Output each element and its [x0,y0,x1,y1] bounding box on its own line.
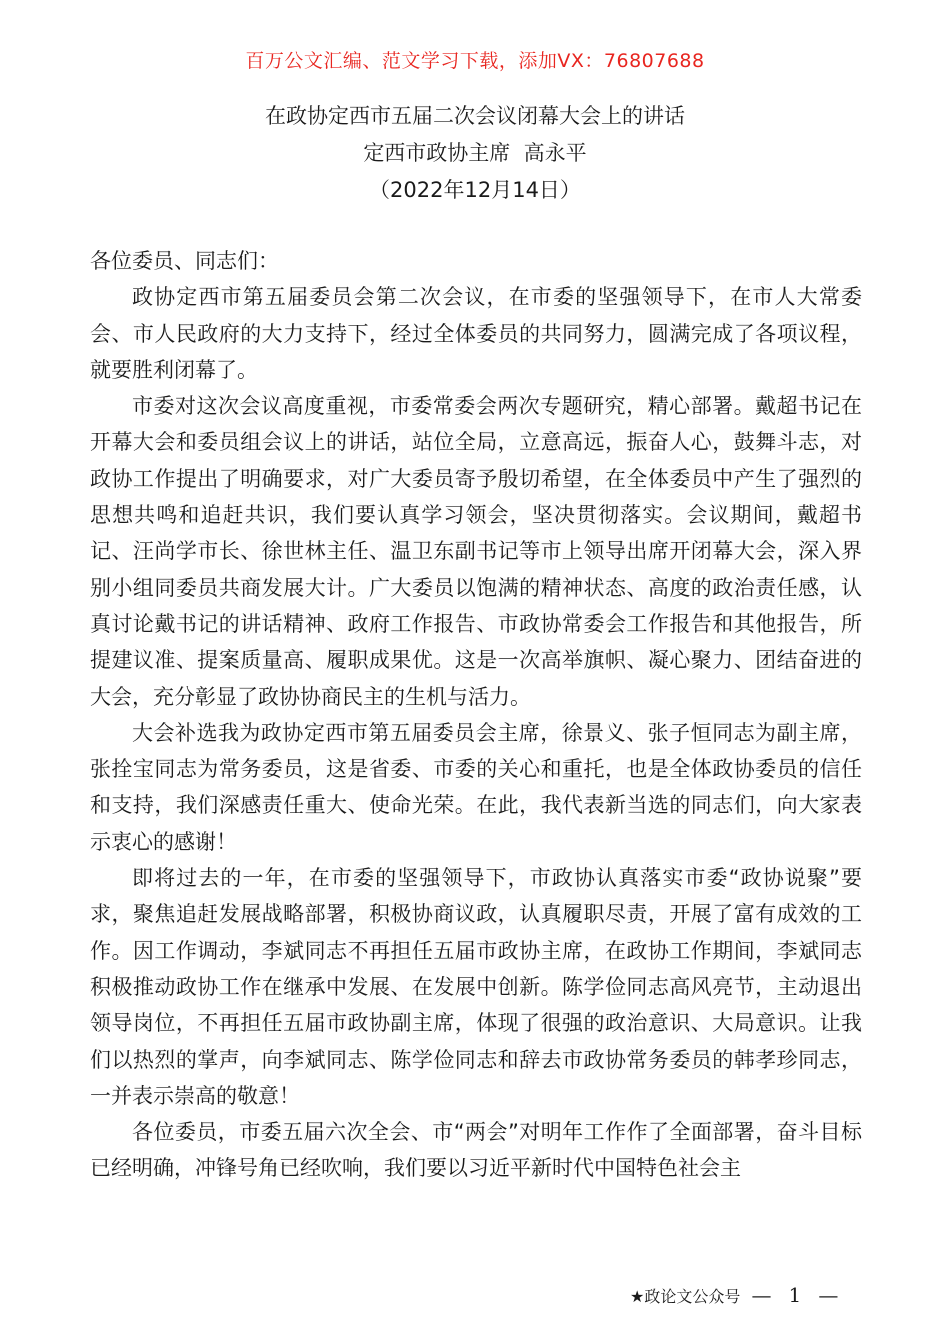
footer-source: ★政论文公众号 [630,1287,741,1306]
body-paragraph: 大会补选我为政协定西市第五届委员会主席，徐景义、张子恒同志为副主席，张拴宝同志为常务委员，这是省委、市委的关心和重托，也是全体政协委员的信任和支持，我们深感责任重大、使命光荣。在此，我代表新当选的同志们，向大家表示衷心的感谢！ [90,720,862,854]
title-block [0,98,950,209]
body-paragraph: 各位委员，市委五届六次全会、市“两会”对明年工作作了全面部署，奋斗目标已经明确，冲锋号角已经吹响，我们要以习近平新时代中国特色社会主 [90,1120,862,1181]
footer-dash-left: — [751,1283,772,1307]
page-number: 1 [788,1283,802,1307]
speaker-line: 定西市政协主席 高永平 [363,141,587,165]
salutation: 各位委员、同志们： [90,249,279,273]
body-paragraph: 政协定西市第五届委员会第二次会议，在市委的坚强领导下，在市人大常委会、市人民政府的大力支持下，经过全体委员的共同努力，圆满完成了各项议程，就要胜利闭幕了。 [90,285,862,382]
footer-dash-right: — [818,1283,839,1307]
speech-body [90,243,862,1187]
speech-title: 在政协定西市五届二次会议闭幕大会上的讲话 [265,104,685,128]
speech-date: （2022年12月14日） [369,178,581,202]
watermark-banner: 百万公文汇编、范文学习下载，添加VX：76807688 [245,50,705,72]
body-paragraph: 即将过去的一年，在市委的坚强领导下，市政协认真落实市委“政协说聚”要求，聚焦追赶发展战略部署，积极协商议政，认真履职尽责，开展了富有成效的工作。因工作调动，李斌同志不再担任五届市政协主席，在政协工作期间，李斌同志积极推动政协工作在继承中发展、在发展中创新。陈学俭同志高风亮节，主动退出领导岗位，不再担任五届市政协副主席，体现了很强的政治意识、大局意识。让我们以热烈的掌声，向李斌同志、陈学俭同志和辞去市政协常务委员的韩孝珍同志，一并表示崇高的敬意！ [90,866,862,1108]
page-footer [630,1283,844,1307]
body-paragraph: 市委对这次会议高度重视，市委常委会两次专题研究，精心部署。戴超书记在开幕大会和委员组会议上的讲话，站位全局，立意高远，振奋人心，鼓舞斗志，对政协工作提出了明确要求，对广大委员寄予殷切希望，在全体委员中产生了强烈的思想共鸣和追赶共识，我们要认真学习领会，坚决贯彻落实。会议期间，戴超书记、汪尚学市长、徐世林主任、温卫东副书记等市上领导出席开闭幕大会，深入界别小组同委员共商发展大计。广大委员以饱满的精神状态、高度的政治责任感，认真讨论戴书记的讲话精神、政府工作报告、市政协常委会工作报告和其他报告，所提建议准、提案质量高、履职成果优。这是一次高举旗帜、凝心聚力、团结奋进的大会，充分彰显了政协协商民主的生机与活力。 [90,394,862,709]
